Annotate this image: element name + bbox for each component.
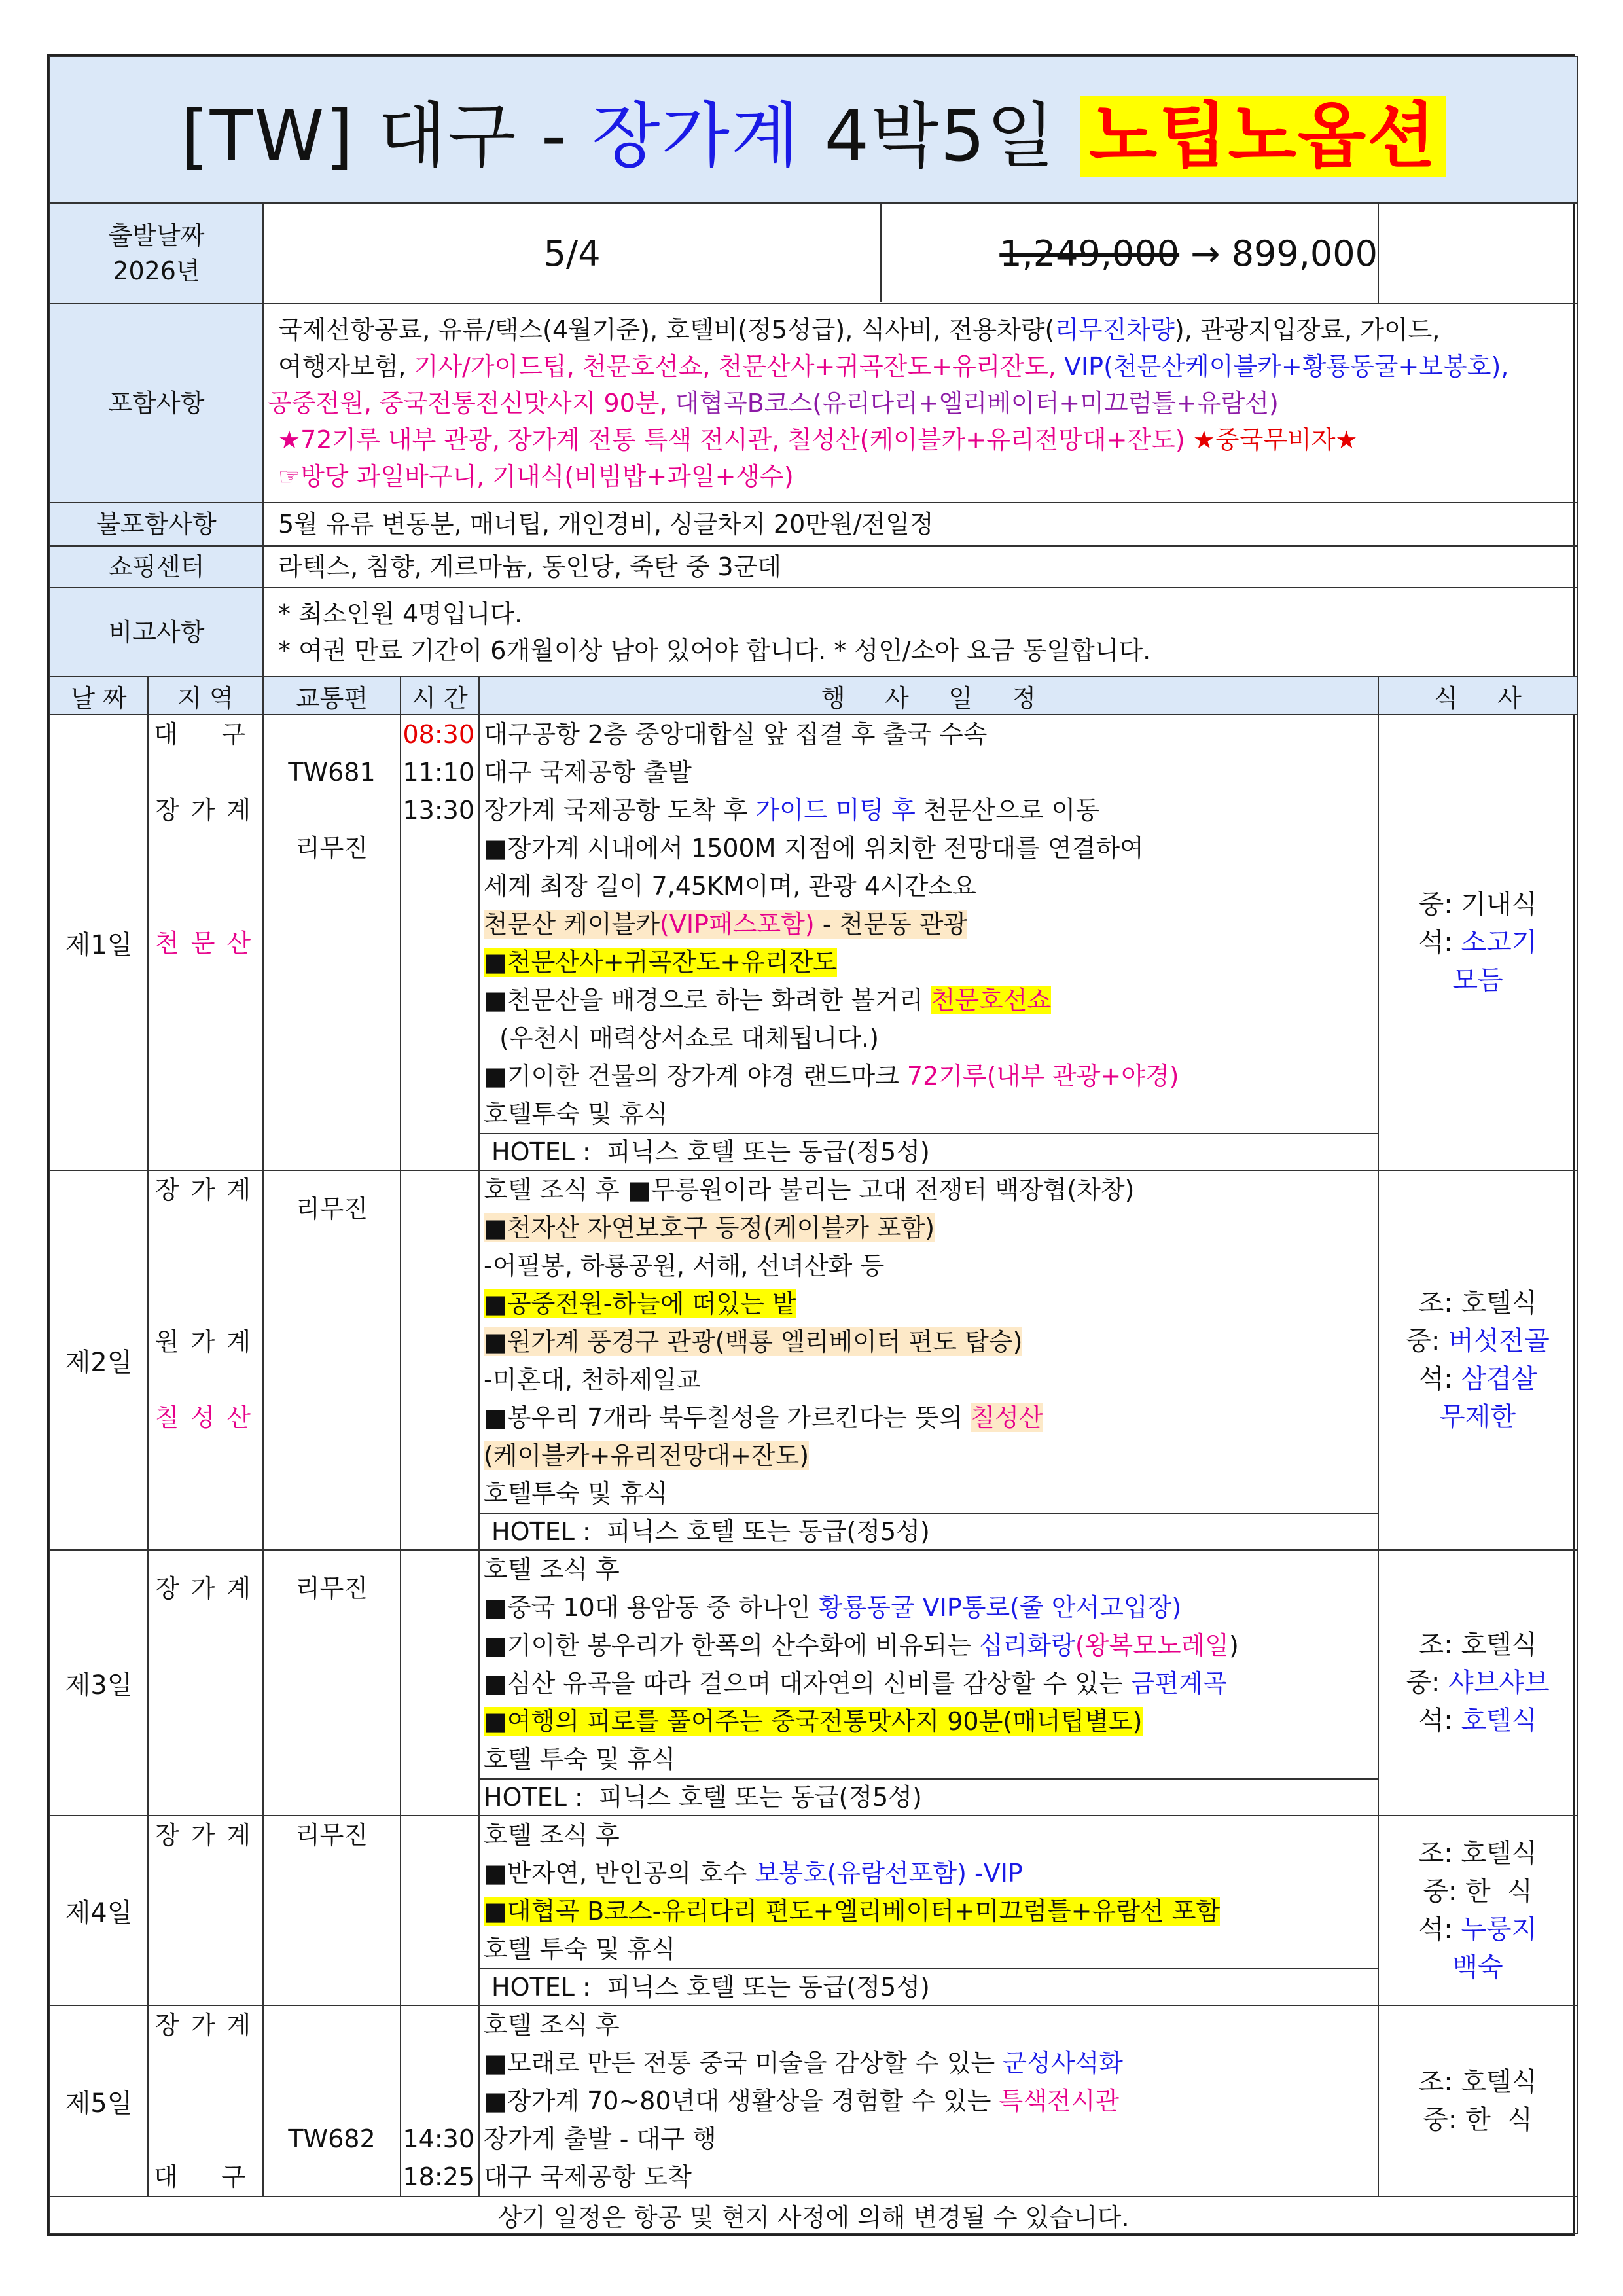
transport-car: 리무진 xyxy=(295,1821,368,1850)
meal-value: 삼겹살 xyxy=(1461,1364,1537,1394)
region-blank xyxy=(149,753,262,791)
header-time: 시 간 xyxy=(401,677,479,715)
meal-value: 무제한 xyxy=(1440,1402,1516,1432)
meal-value: 소고기 xyxy=(1461,927,1537,958)
includes-line5: ☞방당 과일바구니, 기내식(비빔밥+과일+생수) xyxy=(278,462,794,491)
title-highlight-badge: 노팁노옵션 xyxy=(1080,96,1446,177)
region-blank xyxy=(149,1209,262,1247)
meal-dinner xyxy=(1379,1360,1577,1398)
schedule-item xyxy=(480,1626,1378,1664)
schedule-item: 세계 최장 길이 7,45KM이며, 관광 4시간소요 xyxy=(484,872,976,901)
header-transport: 교통편 xyxy=(263,677,401,715)
day5-time xyxy=(401,2005,479,2197)
time-blank xyxy=(401,2082,478,2120)
day1-row xyxy=(50,715,1577,1170)
day3-region xyxy=(148,1550,263,1816)
day1-region xyxy=(148,715,263,1170)
shopping-label: 쇼핑센터 xyxy=(50,546,263,588)
day2-row xyxy=(50,1170,1577,1550)
schedule-text: 천문산 케이블카 xyxy=(484,910,660,939)
schedule-text: 천문산으로 이동 xyxy=(915,796,1099,825)
day5-row xyxy=(50,2005,1577,2197)
meal-breakfast xyxy=(1379,2063,1577,2101)
schedule-item xyxy=(480,1664,1378,1702)
day1-label: 제1일 xyxy=(50,715,148,1170)
price-box xyxy=(882,204,1378,302)
meal-value: 누룽지 xyxy=(1461,1914,1537,1945)
meal-value: 한 식 xyxy=(1465,2105,1533,2135)
meal-value: 호텔식 xyxy=(1461,1706,1537,1736)
region-tianmen: 천문산 xyxy=(155,929,263,958)
region-text: 대 xyxy=(154,2162,178,2191)
schedule-item xyxy=(480,1399,1378,1437)
schedule-text: ■천문산사+귀곡잔도+유리잔도 xyxy=(484,948,838,977)
day2-schedule xyxy=(479,1170,1378,1550)
time-value: 18:25 xyxy=(402,2162,474,2191)
schedule-text: ■기이한 봉우리가 한폭의 산수화에 비유되는 xyxy=(484,1631,980,1660)
time-value: 11:10 xyxy=(402,758,474,787)
schedule-vip: (VIP패스포함) xyxy=(660,910,815,939)
region-blank xyxy=(149,1247,262,1285)
includes-show: 천문호선쇼, xyxy=(582,352,719,381)
day5-meal xyxy=(1378,2005,1577,2197)
region-blank xyxy=(149,829,262,867)
schedule-item xyxy=(480,981,1378,1019)
region-blank xyxy=(149,1285,262,1323)
region-blank xyxy=(149,867,262,905)
schedule-text: ■반자연, 반인공의 호수 xyxy=(484,1859,755,1888)
day3-time xyxy=(401,1550,479,1816)
day3-schedule xyxy=(479,1550,1378,1816)
schedule-item: 호텔 투숙 및 휴식 xyxy=(484,1935,676,1964)
meal-breakfast xyxy=(1379,1626,1577,1664)
schedule-guide: 가이드 미팅 후 xyxy=(755,796,916,825)
schedule-qixing: 칠성산 xyxy=(971,1403,1043,1432)
schedule-item xyxy=(480,1057,1378,1095)
schedule-text: ■천자산 자연보호구 등정(케이블카 포함) xyxy=(484,1213,935,1242)
region-blank xyxy=(149,2044,262,2082)
schedule-item: 대구공항 2층 중앙대합실 앞 집결 후 출국 수속 xyxy=(484,720,988,749)
day2-transport xyxy=(263,1170,401,1550)
region-zhangjiajie: 장가계 xyxy=(155,1821,263,1850)
schedule-item: 호텔투숙 및 휴식 xyxy=(484,1479,668,1508)
region-zhangjiajie: 장가계 xyxy=(155,1574,263,1603)
transport-blank xyxy=(264,2044,400,2082)
meal-breakfast xyxy=(1379,1284,1577,1322)
time-value: 13:30 xyxy=(402,796,474,825)
day5-label: 제5일 xyxy=(50,2005,148,2197)
region-blank xyxy=(149,2082,262,2120)
schedule-text: ■중국 10대 용암동 중 하나인 xyxy=(484,1593,819,1622)
meal-value: 백숙 xyxy=(1452,1952,1503,1982)
includes-limo: 리무진차량 xyxy=(1054,315,1175,344)
region-zhangjiajie: 장가계 xyxy=(155,1175,263,1204)
region-daegu xyxy=(149,2158,262,2196)
transport-blank xyxy=(264,2082,400,2120)
schedule-text: ) xyxy=(1228,1631,1239,1660)
schedule-text: ■원가계 풍경구 관광(백룡 엘리베이터 편도 탑승) xyxy=(484,1327,1023,1356)
includes-visa: ★중국무비자★ xyxy=(1192,425,1358,454)
meal-key: 조: xyxy=(1418,1288,1461,1318)
schedule-valley: 금편계곡 xyxy=(1130,1669,1227,1698)
meal-value: 모듬 xyxy=(1452,965,1503,996)
meal-lunch xyxy=(1379,1664,1577,1702)
hotel-info: HOTEL : 피닉스 호텔 또는 동급(정5성) xyxy=(480,1133,1378,1170)
flight-number: TW681 xyxy=(288,758,376,787)
region-text: 대 xyxy=(154,720,178,749)
meal-key: 석: xyxy=(1418,1914,1461,1945)
region-blank xyxy=(149,1361,262,1399)
day4-meal xyxy=(1378,1816,1577,2005)
transport-blank xyxy=(264,2006,400,2044)
day4-region xyxy=(148,1816,263,2005)
day1-meal xyxy=(1378,715,1577,1170)
schedule-item: 호텔 조식 후 ■무릉원이라 불리는 고대 전쟁터 백장협(차창) xyxy=(484,1175,1135,1204)
old-price: 1,249,000 xyxy=(999,232,1180,274)
day1-schedule xyxy=(479,715,1378,1170)
schedule-show: 천문호선쇼 xyxy=(931,986,1052,1014)
meal-key: 중: xyxy=(1406,1668,1449,1698)
meal-key: 조: xyxy=(1418,1630,1461,1660)
schedule-item: 대구 국제공항 도착 xyxy=(484,2162,692,2191)
transport-car: 리무진 xyxy=(295,1574,368,1603)
includes-line4 xyxy=(278,422,1570,458)
day5-schedule xyxy=(479,2005,1378,2197)
schedule-tower: 72기루(내부 관광+야경) xyxy=(906,1062,1179,1090)
day1-transport xyxy=(263,715,401,1170)
departure-values xyxy=(263,203,1378,304)
day2-region xyxy=(148,1170,263,1550)
day2-time xyxy=(401,1170,479,1550)
day3-label: 제3일 xyxy=(50,1550,148,1816)
header-meal: 식 사 xyxy=(1378,677,1577,715)
schedule-text: ■장가계 70~80년대 생활상을 경험할 수 있는 xyxy=(484,2087,999,2115)
footer-note: 상기 일정은 항공 및 현지 사정에 의해 변경될 수 있습니다. xyxy=(50,2197,1577,2234)
schedule-text: 장가계 국제공항 도착 후 xyxy=(484,796,756,825)
time-blank xyxy=(401,2006,478,2044)
schedule-item xyxy=(480,1702,1378,1740)
includes-vip: VIP(천문산케이블카+황룡동굴+보봉호), xyxy=(1063,352,1509,381)
schedule-item xyxy=(480,1588,1378,1626)
flight-number: TW682 xyxy=(288,2125,376,2153)
header-schedule: 행 사 일 정 xyxy=(479,677,1378,715)
title-city: 장가계 xyxy=(592,95,801,177)
schedule-item: 장가계 출발 - 대구 행 xyxy=(484,2125,717,2153)
shopping-text: 라텍스, 침향, 게르마늄, 동인당, 죽탄 중 3군데 xyxy=(263,546,1577,588)
meal-key: 조: xyxy=(1418,1839,1461,1869)
schedule-text: ■천문산을 배경으로 하는 화려한 볼거리 xyxy=(484,986,931,1014)
schedule-gallery: 십리화랑 xyxy=(979,1631,1075,1660)
day1-time xyxy=(401,715,479,1170)
region-text: 구 xyxy=(221,2162,245,2191)
hotel-info: HOTEL : 피닉스 호텔 또는 동급(정5성) xyxy=(480,1778,1378,1815)
includes-text: 국제선항공료, 유류/택스(4월기준), 호텔비(정5성급), 식사비, 전용차량( xyxy=(278,315,1055,344)
includes-content xyxy=(263,304,1577,503)
meal-dinner xyxy=(1379,1702,1577,1740)
schedule-item xyxy=(480,1854,1378,1892)
schedule-sandart: 군성사석화 xyxy=(1003,2049,1123,2077)
includes-text: 여행자보험, xyxy=(278,352,414,381)
meal-value: 샤브샤브 xyxy=(1448,1668,1550,1698)
meal-dinner xyxy=(1379,924,1577,961)
transport-blank xyxy=(264,715,400,753)
schedule-item: 호텔 조식 후 xyxy=(484,1821,620,1850)
meal-key: 조: xyxy=(1418,2067,1461,2097)
region-text: 구 xyxy=(221,720,245,749)
schedule-text: ■기이한 건물의 장가계 야경 랜드마크 xyxy=(484,1062,907,1090)
schedule-text: ■심산 유곡을 따라 걸으며 대자연의 신비를 감상할 수 있는 xyxy=(484,1669,1131,1698)
new-price: 899,000 xyxy=(1231,232,1378,274)
day5-region xyxy=(148,2005,263,2197)
schedule-monorail: (왕복모노레일 xyxy=(1075,1631,1229,1660)
day4-row xyxy=(50,1816,1577,2005)
schedule-item xyxy=(480,1437,1378,1475)
schedule-text: ■모래로 만든 전통 중국 미술을 감상할 수 있는 xyxy=(484,2049,1003,2077)
meal-lunch xyxy=(1379,1873,1577,1910)
meal-value: 호텔식 xyxy=(1461,1630,1537,1660)
schedule-item: ■장가계 시내에서 1500M 지점에 위치한 전망대를 연결하여 xyxy=(484,834,1144,863)
schedule-item: 호텔투숙 및 휴식 xyxy=(484,1100,668,1128)
title-nights: 4박5일 xyxy=(800,95,1080,177)
schedule-item xyxy=(480,1323,1378,1361)
schedule-item xyxy=(480,791,1378,829)
day3-meal xyxy=(1378,1550,1577,1816)
transport-car: 리무진 xyxy=(295,1194,368,1223)
itinerary-table xyxy=(49,56,1578,2234)
includes-massage: 공중전원, 중국전통전신맛사지 90분, xyxy=(268,389,675,418)
schedule-text: ■공중전원-하늘에 떠있는 밭 xyxy=(484,1289,796,1318)
schedule-item: 호텔 조식 후 xyxy=(484,2011,620,2039)
time-value: 14:30 xyxy=(402,2125,474,2153)
region-yuanjiajie: 원가계 xyxy=(155,1327,263,1356)
meal-value: 버섯전골 xyxy=(1448,1326,1550,1356)
hotel-info: HOTEL : 피닉스 호텔 또는 동급(정5성) xyxy=(480,1968,1378,2005)
schedule-text: (케이블카+유리전망대+잔도) xyxy=(484,1441,810,1470)
schedule-text: ■대협곡 B코스-유리다리 편도+엘리베이터+미끄럼틀+유람선 포함 xyxy=(484,1897,1221,1926)
header-day: 날 짜 xyxy=(50,677,148,715)
departure-label xyxy=(50,203,263,304)
includes-tip: 기사/가이드팁, xyxy=(414,352,582,381)
schedule-text: - 천문동 관광 xyxy=(814,910,968,939)
meal-key: 석: xyxy=(1418,1706,1461,1736)
meal-key: 중: xyxy=(1423,2105,1466,2135)
includes-canyon: 대협곡B코스(유리다리+엘리베이터+미끄럼틀+유람선) xyxy=(675,389,1279,418)
itinerary-sheet xyxy=(47,54,1575,2236)
includes-line2 xyxy=(278,348,1570,385)
day4-transport xyxy=(263,1816,401,2005)
meal-value: 호텔식 xyxy=(1461,2067,1537,2097)
schedule-item xyxy=(480,1892,1378,1930)
meal-value: 기내식 xyxy=(1461,889,1537,920)
excludes-label: 불포함사항 xyxy=(50,503,263,546)
schedule-item: (우천시 매력상서쇼로 대체됩니다.) xyxy=(484,1024,879,1052)
schedule-item: -미혼대, 천하제일교 xyxy=(484,1365,701,1394)
time-blank xyxy=(401,2044,478,2082)
day3-transport xyxy=(263,1550,401,1816)
day2-meal xyxy=(1378,1170,1577,1550)
schedule-item xyxy=(480,1285,1378,1323)
schedule-exhibit: 특색전시관 xyxy=(999,2087,1120,2115)
schedule-item: 호텔 투숙 및 휴식 xyxy=(484,1745,676,1774)
meal-value: 호텔식 xyxy=(1461,1839,1537,1869)
schedule-cave: 황룡동굴 VIP통로(줄 안서고입장) xyxy=(818,1593,1182,1622)
excludes-text: 5월 유류 변동분, 매너팁, 개인경비, 싱글차지 20만원/전일정 xyxy=(263,503,1577,546)
meal-value: 호텔식 xyxy=(1461,1288,1537,1318)
remarks-content xyxy=(263,588,1577,677)
region-blank xyxy=(149,2120,262,2158)
header-region: 지 역 xyxy=(148,677,263,715)
schedule-item xyxy=(480,1209,1378,1247)
departure-label-line1: 출발날짜 xyxy=(108,221,205,250)
schedule-item xyxy=(480,943,1378,981)
meal-breakfast xyxy=(1379,1835,1577,1873)
day4-time xyxy=(401,1816,479,2005)
day4-schedule xyxy=(479,1816,1378,2005)
region-zhangjiajie: 장가계 xyxy=(155,796,263,825)
departure-label-year: 2026년 xyxy=(113,257,200,285)
meal-key: 중: xyxy=(1418,889,1461,920)
time-value: 08:30 xyxy=(402,720,474,749)
schedule-item: 호텔 조식 후 xyxy=(484,1555,620,1584)
transport-car: 리무진 xyxy=(295,834,368,863)
schedule-text: ■여행의 피로를 풀어주는 중국전통맛사지 90분(매너팁별도) xyxy=(484,1707,1143,1736)
schedule-lake: 보봉호(유람선포함) -VIP xyxy=(755,1859,1023,1888)
day2-label: 제2일 xyxy=(50,1170,148,1550)
includes-text: ), 관광지입장료, 가이드, xyxy=(1174,315,1440,344)
price-box-tail xyxy=(1378,203,1577,304)
schedule-text: ■봉우리 7개라 북두칠성을 가르킨다는 뜻의 xyxy=(484,1403,971,1432)
meal-value: 한 식 xyxy=(1465,1876,1533,1907)
schedule-item xyxy=(480,2044,1378,2082)
day5-transport xyxy=(263,2005,401,2197)
schedule-item: 대구 국제공항 출발 xyxy=(484,758,692,787)
includes-temple: 천문산사+귀곡잔도+유리잔도, xyxy=(718,352,1064,381)
meal-key: 석: xyxy=(1418,927,1461,958)
includes-line1 xyxy=(278,312,1570,348)
transport-blank xyxy=(264,791,400,829)
meal-lunch xyxy=(1379,2101,1577,2139)
includes-tour: ★72기루 내부 관광, 장가계 전통 특색 전시관, 칠성산(케이블카+유리전망대+잔도) xyxy=(278,425,1193,454)
day4-label: 제4일 xyxy=(50,1816,148,2005)
schedule-item xyxy=(480,2082,1378,2120)
meal-lunch xyxy=(1379,1322,1577,1360)
includes-line3 xyxy=(268,385,1570,422)
includes-label: 포함사항 xyxy=(50,304,263,503)
page-title xyxy=(50,56,1577,203)
title-prefix: [TW] 대구 - xyxy=(181,95,592,177)
departure-date: 5/4 xyxy=(264,204,882,302)
meal-lunch xyxy=(1379,886,1577,924)
remarks-line2: * 여권 만료 기간이 6개월이상 남아 있어야 합니다. * 성인/소아 요금 동일합니다. xyxy=(278,636,1151,665)
region-zhangjiajie: 장가계 xyxy=(155,2011,263,2039)
schedule-item: -어필봉, 하룡공원, 서해, 선녀산화 등 xyxy=(484,1251,885,1280)
day3-row xyxy=(50,1550,1577,1816)
arrow-icon: → xyxy=(1190,232,1221,274)
region-qixing: 칠성산 xyxy=(155,1403,263,1432)
hotel-info: HOTEL : 피닉스 호텔 또는 동급(정5성) xyxy=(480,1513,1378,1549)
meal-key: 석: xyxy=(1418,1364,1461,1394)
remarks-line1: * 최소인원 4명입니다. xyxy=(278,600,523,628)
meal-dinner xyxy=(1379,1910,1577,1948)
remarks-label: 비고사항 xyxy=(50,588,263,677)
region-daegu xyxy=(149,715,262,753)
meal-key: 중: xyxy=(1406,1326,1449,1356)
meal-key: 중: xyxy=(1423,1876,1466,1907)
schedule-item xyxy=(480,905,1378,943)
